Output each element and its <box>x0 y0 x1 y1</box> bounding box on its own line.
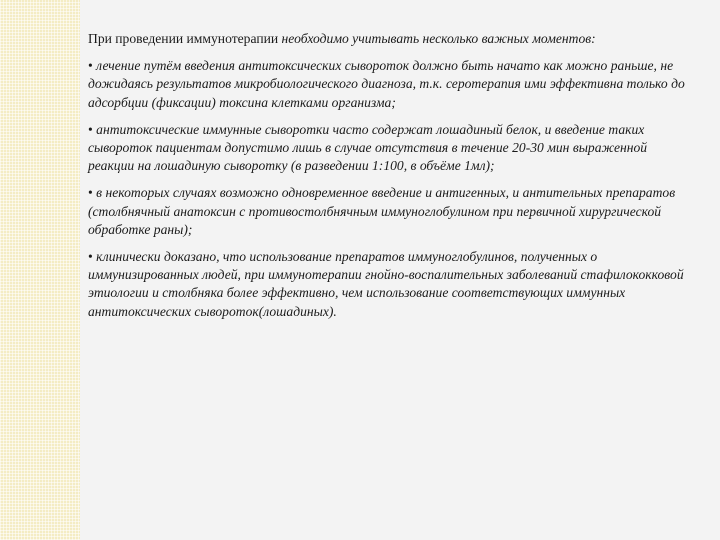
bullet-item-4 <box>88 248 688 321</box>
bullet-text: лечение путём введения антитоксических сывороток должно быть начато как можно раньше, не дожидаясь результатов микробиологического диагноза, т.к. серотерапия ими эффективна только до адсорбции (фиксации) токсина клетками организма; <box>88 58 685 110</box>
bullet-text: в некоторых случаях возможно одновременное введение и антигенных, и антительных препаратов (столбнячный анатоксин с противостолбнячным иммуноглобулином при первичной хирургической обработке раны); <box>88 185 676 237</box>
bullet-marker: • <box>88 185 93 201</box>
intro-italic-text: необходимо учитывать несколько важных моментов: <box>281 31 596 46</box>
bullet-text: антитоксические иммунные сыворотки часто содержат лошадиный белок, и введение таких сывороток пациентам допустимо лишь в случае отсутствия в течение 20-30 мин выраженной реакции на лошадиную сыворотку (в разведении 1:100, в объёме 1мл); <box>88 121 648 174</box>
bullet-item-1 <box>88 57 688 112</box>
intro-paragraph <box>88 30 688 48</box>
bullet-item-3 <box>88 184 688 239</box>
bullet-text: клинически доказано, что использование препаратов иммуноглобулинов, полученных о иммунизированных людей, при иммунотерапии гнойно-воспалительных заболеваний стафилококковой этиологии и столбняка более эффективно, чем использование соответствующих иммунных антитоксических сывороток(лошадиных). <box>88 249 684 319</box>
slide-content <box>88 30 688 330</box>
bullet-marker: • <box>88 58 93 74</box>
intro-plain-text: При проведении иммунотерапии <box>88 31 282 46</box>
decorative-side-strip <box>0 0 80 540</box>
bullet-marker: • <box>88 121 93 137</box>
bullet-item-2 <box>88 121 688 176</box>
bullet-marker: • <box>88 249 93 265</box>
